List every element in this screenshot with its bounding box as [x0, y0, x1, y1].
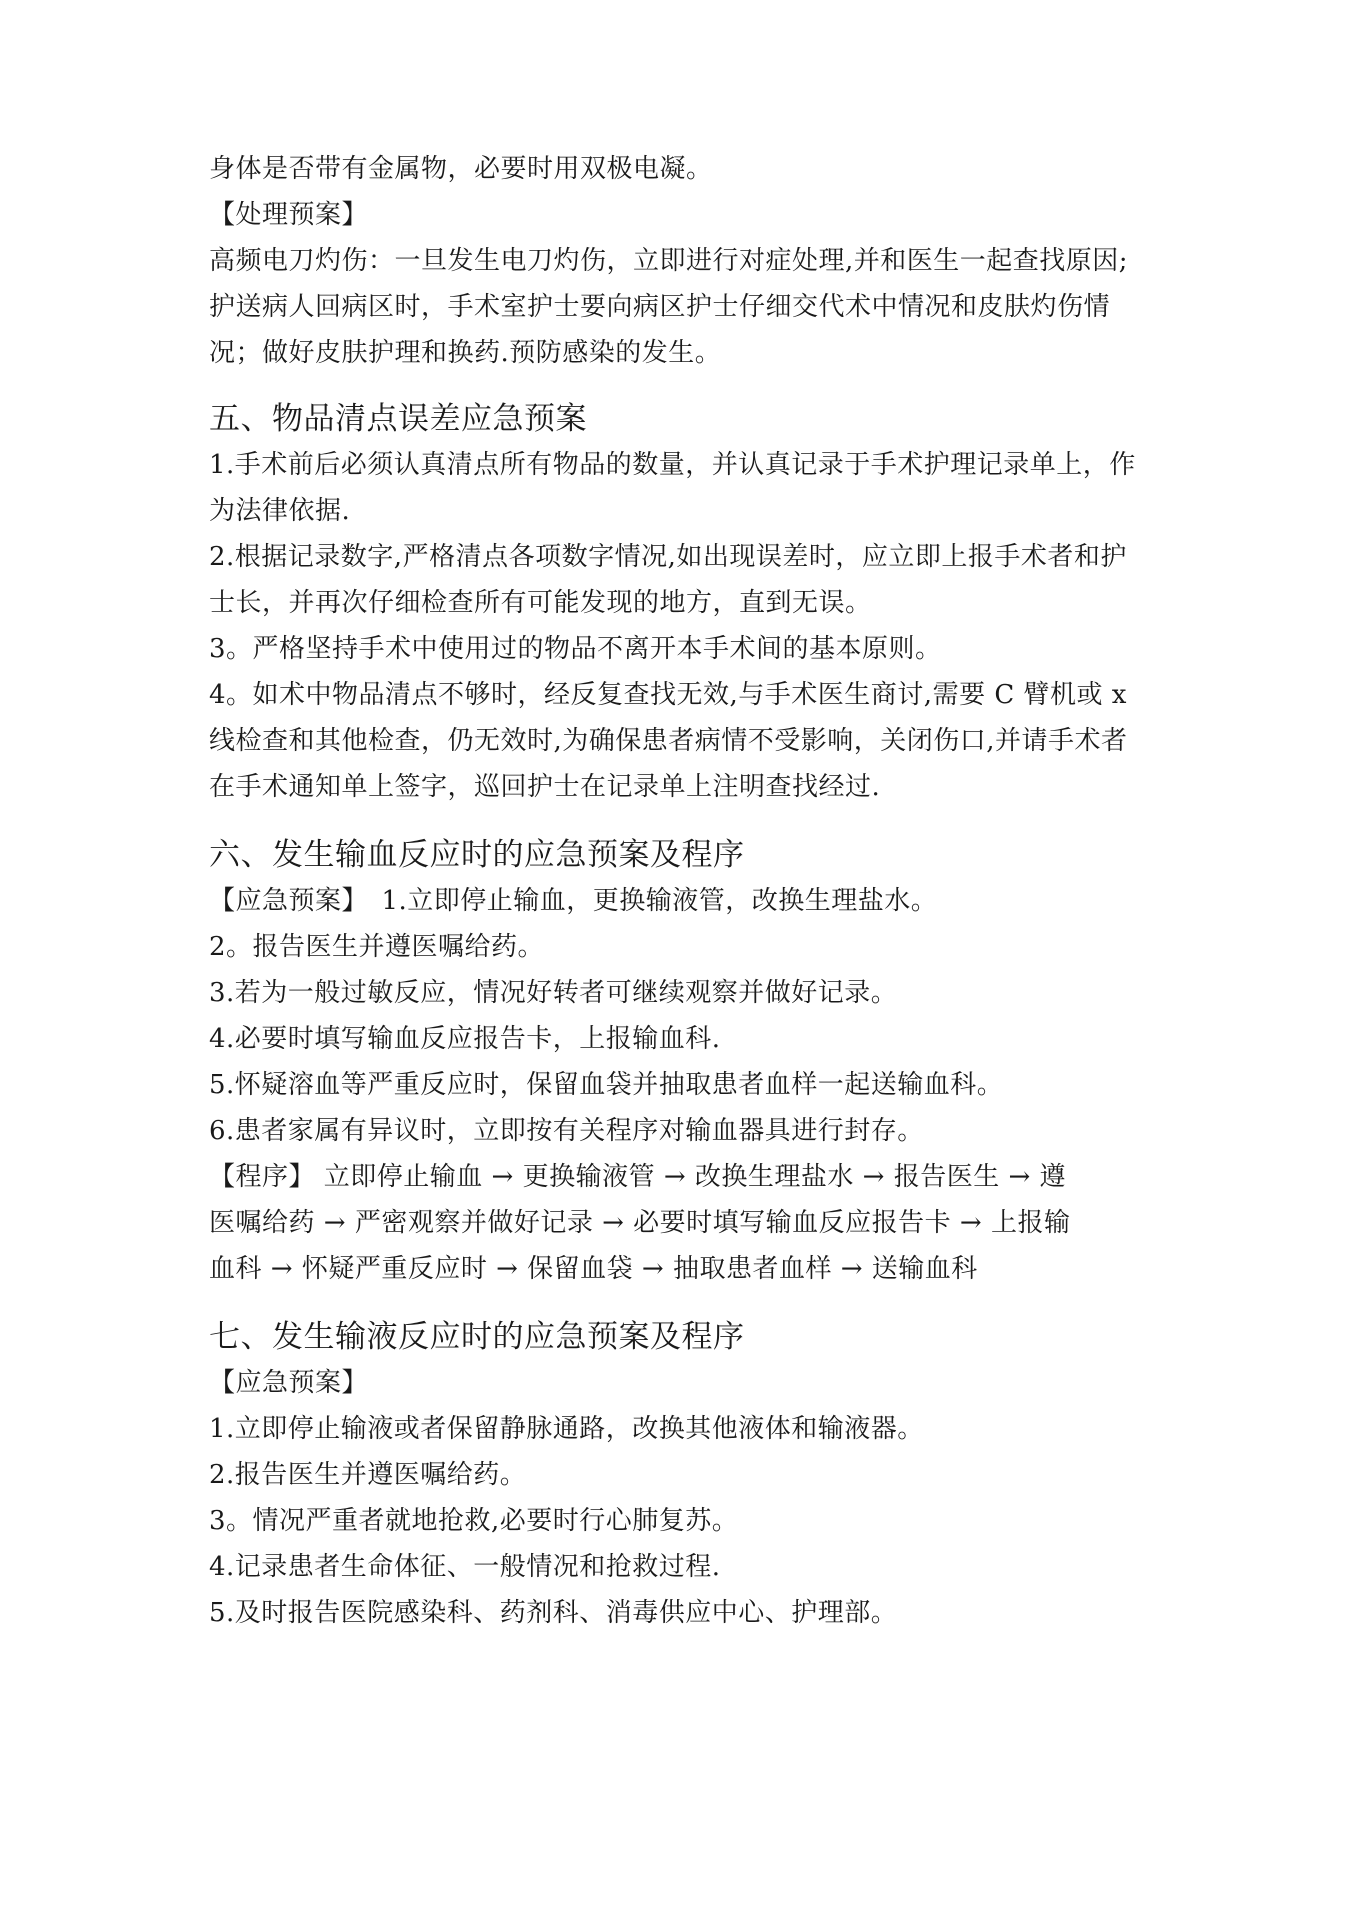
paragraph-line: 2.根据记录数字,严格清点各项数字情况,如出现误差时，应立即上报手术者和护: [209, 542, 1127, 572]
section-gap: [209, 376, 1169, 396]
top-block: [209, 146, 1169, 376]
section-heading: 五、物品清点误差应急预案: [209, 401, 587, 437]
section-gap: [209, 810, 1169, 832]
section-heading: 七、发生输液反应时的应急预案及程序: [209, 1319, 745, 1355]
paragraph-line: 6.患者家属有异议时，立即按有关程序对输血器具进行封存。: [209, 1116, 924, 1146]
paragraph-line: 线检查和其他检查，仍无效时,为确保患者病情不受影响，关闭伤口,并请手术者: [209, 726, 1128, 756]
paragraph-line: 3.若为一般过敏反应，情况好转者可继续观察并做好记录。: [209, 978, 898, 1008]
paragraph-line: 3。严格坚持手术中使用过的物品不离开本手术间的基本原则。: [209, 634, 942, 664]
paragraph-line: 5.怀疑溶血等严重反应时，保留血袋并抽取患者血样一起送输血科。: [209, 1070, 1004, 1100]
document-page: [209, 146, 1169, 1636]
paragraph-line: 3。情况严重者就地抢救,必要时行心肺复苏。: [209, 1506, 739, 1536]
paragraph-line: 1.立即停止输液或者保留静脉通路，改换其他液体和输液器。: [209, 1414, 924, 1444]
paragraph-line: 2。报告医生并遵医嘱给药。: [209, 932, 545, 962]
paragraph-line: 护送病人回病区时，手术室护士要向病区护士仔细交代术中情况和皮肤灼伤情: [209, 292, 1111, 322]
paragraph-line: 2.报告医生并遵医嘱给药。: [209, 1460, 527, 1490]
paragraph-line: 医嘱给药 → 严密观察并做好记录 → 必要时填写输血反应报告卡 → 上报输: [209, 1208, 1071, 1238]
paragraph-line: 【处理预案】: [209, 200, 369, 230]
paragraph-line: 血科 → 怀疑严重反应时 → 保留血袋 → 抽取患者血样 → 送输血科: [209, 1254, 978, 1284]
paragraph-line: 【程序】 立即停止输血 → 更换输液管 → 改换生理盐水 → 报告医生 → 遵: [209, 1162, 1067, 1192]
paragraph-line: 4.必要时填写输血反应报告卡，上报输血科.: [209, 1024, 721, 1054]
paragraph-line: 4。如术中物品清点不够时，经反复查找无效,与手术医生商讨,需要 C 臂机或 x: [209, 680, 1127, 710]
paragraph-line: 1.手术前后必须认真清点所有物品的数量，并认真记录于手术护理记录单上，作: [209, 450, 1136, 480]
paragraph-line: 况；做好皮肤护理和换药.预防感染的发生。: [209, 338, 722, 368]
section-5: [209, 396, 1169, 810]
paragraph-line: 4.记录患者生命体征、一般情况和抢救过程.: [209, 1552, 721, 1582]
section-heading: 六、发生输血反应时的应急预案及程序: [209, 837, 745, 873]
paragraph-line: 为法律依据.: [209, 496, 351, 526]
paragraph-line: 【应急预案】: [209, 1368, 369, 1398]
paragraph-line: 高频电刀灼伤：一旦发生电刀灼伤，立即进行对症处理,并和医生一起查找原因;: [209, 246, 1129, 276]
paragraph-line: 【应急预案】 1.立即停止输血，更换输液管，改换生理盐水。: [209, 886, 938, 916]
paragraph-line: 身体是否带有金属物，必要时用双极电凝。: [209, 154, 713, 184]
section-6: [209, 832, 1169, 1292]
section-gap: [209, 1292, 1169, 1314]
section-7: [209, 1314, 1169, 1636]
paragraph-line: 在手术通知单上签字，巡回护士在记录单上注明查找经过.: [209, 772, 881, 802]
paragraph-line: 士长，并再次仔细检查所有可能发现的地方，直到无误。: [209, 588, 872, 618]
paragraph-line: 5.及时报告医院感染科、药剂科、消毒供应中心、护理部。: [209, 1598, 898, 1628]
